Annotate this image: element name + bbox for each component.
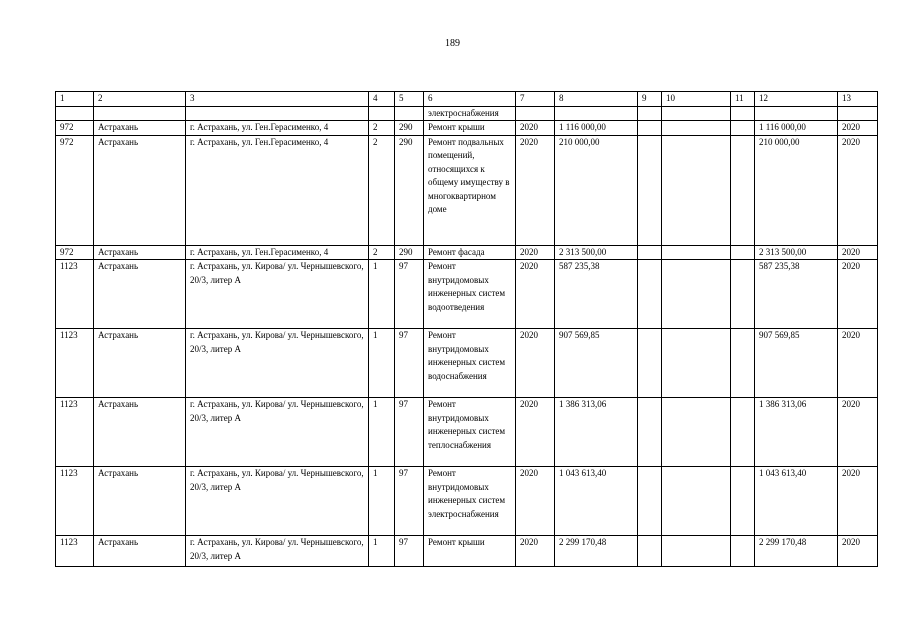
cell-city: Астрахань	[94, 135, 186, 245]
cell-year-end: 2020	[838, 467, 878, 536]
cell-col11	[731, 467, 755, 536]
cell-col11	[731, 121, 755, 136]
cell-col9	[638, 121, 662, 136]
header-cell: 7	[516, 92, 555, 107]
header-cell: 2	[94, 92, 186, 107]
cell-work-type: Ремонт внутридомовых инженерных систем электроснабжения	[424, 467, 516, 536]
cell-col10	[662, 536, 731, 567]
cell-total: 210 000,00	[755, 135, 838, 245]
cell-id: 1123	[56, 398, 94, 467]
cell-city: Астрахань	[94, 121, 186, 136]
cell-cost: 1 043 613,40	[555, 467, 638, 536]
header-cell: 8	[555, 92, 638, 107]
cell-col4: 1	[369, 260, 395, 329]
cell-col9	[638, 260, 662, 329]
cell-col4: 1	[369, 536, 395, 567]
cell-col10	[662, 121, 731, 136]
cell-year: 2020	[516, 467, 555, 536]
cell-city: Астрахань	[94, 467, 186, 536]
cell-col10	[662, 135, 731, 245]
cell-col10	[662, 106, 731, 121]
cell-year: 2020	[516, 135, 555, 245]
cell-address: г. Астрахань, ул. Ген.Герасименко, 4	[186, 121, 369, 136]
cell-city: Астрахань	[94, 536, 186, 567]
cell-address: г. Астрахань, ул. Ген.Герасименко, 4	[186, 245, 369, 260]
cell-col4: 1	[369, 398, 395, 467]
cell-col5	[395, 106, 424, 121]
cell-id	[56, 106, 94, 121]
header-cell: 13	[838, 92, 878, 107]
cell-total: 1 386 313,06	[755, 398, 838, 467]
data-table	[55, 91, 878, 567]
table-row	[56, 536, 878, 567]
cell-total: 2 313 500,00	[755, 245, 838, 260]
cell-col4	[369, 106, 395, 121]
cell-year-end: 2020	[838, 398, 878, 467]
cell-col11	[731, 135, 755, 245]
table-row	[56, 260, 878, 329]
cell-col4: 1	[369, 467, 395, 536]
cell-year	[516, 106, 555, 121]
table-row	[56, 329, 878, 398]
cell-total: 587 235,38	[755, 260, 838, 329]
cell-col10	[662, 329, 731, 398]
cell-address: г. Астрахань, ул. Кирова/ ул. Чернышевского, 20/3, литер А	[186, 398, 369, 467]
cell-col5: 290	[395, 245, 424, 260]
cell-col11	[731, 245, 755, 260]
page-number: 189	[445, 38, 460, 49]
cell-col5: 290	[395, 121, 424, 136]
header-cell: 10	[662, 92, 731, 107]
cell-col10	[662, 467, 731, 536]
cell-col9	[638, 329, 662, 398]
cell-col10	[662, 245, 731, 260]
cell-col9	[638, 467, 662, 536]
cell-work-type: Ремонт подвальных помещений, относящихся к общему имуществу в многоквартирном доме	[424, 135, 516, 245]
cell-year-end: 2020	[838, 135, 878, 245]
cell-year: 2020	[516, 121, 555, 136]
header-cell: 6	[424, 92, 516, 107]
table-row	[56, 398, 878, 467]
cell-col4: 2	[369, 135, 395, 245]
cell-id: 1123	[56, 329, 94, 398]
cell-col11	[731, 536, 755, 567]
cell-year: 2020	[516, 536, 555, 567]
cell-year-end: 2020	[838, 329, 878, 398]
cell-address: г. Астрахань, ул. Ген.Герасименко, 4	[186, 135, 369, 245]
cell-col9	[638, 106, 662, 121]
cell-col9	[638, 135, 662, 245]
cell-year: 2020	[516, 398, 555, 467]
cell-total: 1 116 000,00	[755, 121, 838, 136]
cell-address	[186, 106, 369, 121]
cell-cost: 2 299 170,48	[555, 536, 638, 567]
cell-work-type: Ремонт фасада	[424, 245, 516, 260]
cell-cost: 1 386 313,06	[555, 398, 638, 467]
cell-col5: 97	[395, 398, 424, 467]
cell-col5: 97	[395, 467, 424, 536]
cell-total: 907 569,85	[755, 329, 838, 398]
header-cell: 3	[186, 92, 369, 107]
cell-work-type: электроснабжения	[424, 106, 516, 121]
cell-col5: 97	[395, 329, 424, 398]
cell-cost: 907 569,85	[555, 329, 638, 398]
header-cell: 9	[638, 92, 662, 107]
table-row	[56, 135, 878, 245]
cell-col4: 2	[369, 245, 395, 260]
cell-id: 972	[56, 135, 94, 245]
cell-cost: 210 000,00	[555, 135, 638, 245]
cell-year-end: 2020	[838, 536, 878, 567]
cell-address: г. Астрахань, ул. Кирова/ ул. Чернышевского, 20/3, литер А	[186, 329, 369, 398]
table-row	[56, 467, 878, 536]
cell-col5: 97	[395, 536, 424, 567]
cell-col10	[662, 398, 731, 467]
table-row	[56, 245, 878, 260]
cell-col9	[638, 398, 662, 467]
cell-col11	[731, 106, 755, 121]
cell-city: Астрахань	[94, 398, 186, 467]
cell-col5: 97	[395, 260, 424, 329]
cell-col5: 290	[395, 135, 424, 245]
cell-total	[755, 106, 838, 121]
cell-address: г. Астрахань, ул. Кирова/ ул. Чернышевского, 20/3, литер А	[186, 536, 369, 567]
cell-total: 1 043 613,40	[755, 467, 838, 536]
cell-id: 972	[56, 121, 94, 136]
cell-col11	[731, 260, 755, 329]
header-cell: 11	[731, 92, 755, 107]
cell-col9	[638, 536, 662, 567]
cell-id: 1123	[56, 536, 94, 567]
header-cell: 1	[56, 92, 94, 107]
cell-address: г. Астрахань, ул. Кирова/ ул. Чернышевского, 20/3, литер А	[186, 467, 369, 536]
cell-col10	[662, 260, 731, 329]
cell-col9	[638, 245, 662, 260]
cell-year-end: 2020	[838, 245, 878, 260]
cell-city: Астрахань	[94, 245, 186, 260]
header-row	[56, 92, 878, 107]
cell-col4: 1	[369, 329, 395, 398]
cell-city: Астрахань	[94, 260, 186, 329]
cell-work-type: Ремонт внутридомовых инженерных систем водоснабжения	[424, 329, 516, 398]
cell-work-type: Ремонт крыши	[424, 121, 516, 136]
table-body	[56, 92, 878, 567]
cell-year: 2020	[516, 260, 555, 329]
cell-total: 2 299 170,48	[755, 536, 838, 567]
cell-id: 1123	[56, 260, 94, 329]
cell-year: 2020	[516, 245, 555, 260]
cell-year-end	[838, 106, 878, 121]
cell-col4: 2	[369, 121, 395, 136]
cell-city: Астрахань	[94, 329, 186, 398]
cell-cost: 587 235,38	[555, 260, 638, 329]
cell-col11	[731, 398, 755, 467]
cell-year: 2020	[516, 329, 555, 398]
table-row	[56, 121, 878, 136]
header-cell: 12	[755, 92, 838, 107]
cell-work-type: Ремонт внутридомовых инженерных систем теплоснабжения	[424, 398, 516, 467]
cell-year-end: 2020	[838, 121, 878, 136]
cell-work-type: Ремонт крыши	[424, 536, 516, 567]
header-cell: 5	[395, 92, 424, 107]
cell-year-end: 2020	[838, 260, 878, 329]
cell-cost: 1 116 000,00	[555, 121, 638, 136]
cell-city	[94, 106, 186, 121]
cell-address: г. Астрахань, ул. Кирова/ ул. Чернышевского, 20/3, литер А	[186, 260, 369, 329]
cell-cost	[555, 106, 638, 121]
cell-id: 972	[56, 245, 94, 260]
cell-work-type: Ремонт внутридомовых инженерных систем водоотведения	[424, 260, 516, 329]
cell-cost: 2 313 500,00	[555, 245, 638, 260]
cell-col11	[731, 329, 755, 398]
table-row	[56, 106, 878, 121]
header-cell: 4	[369, 92, 395, 107]
cell-id: 1123	[56, 467, 94, 536]
